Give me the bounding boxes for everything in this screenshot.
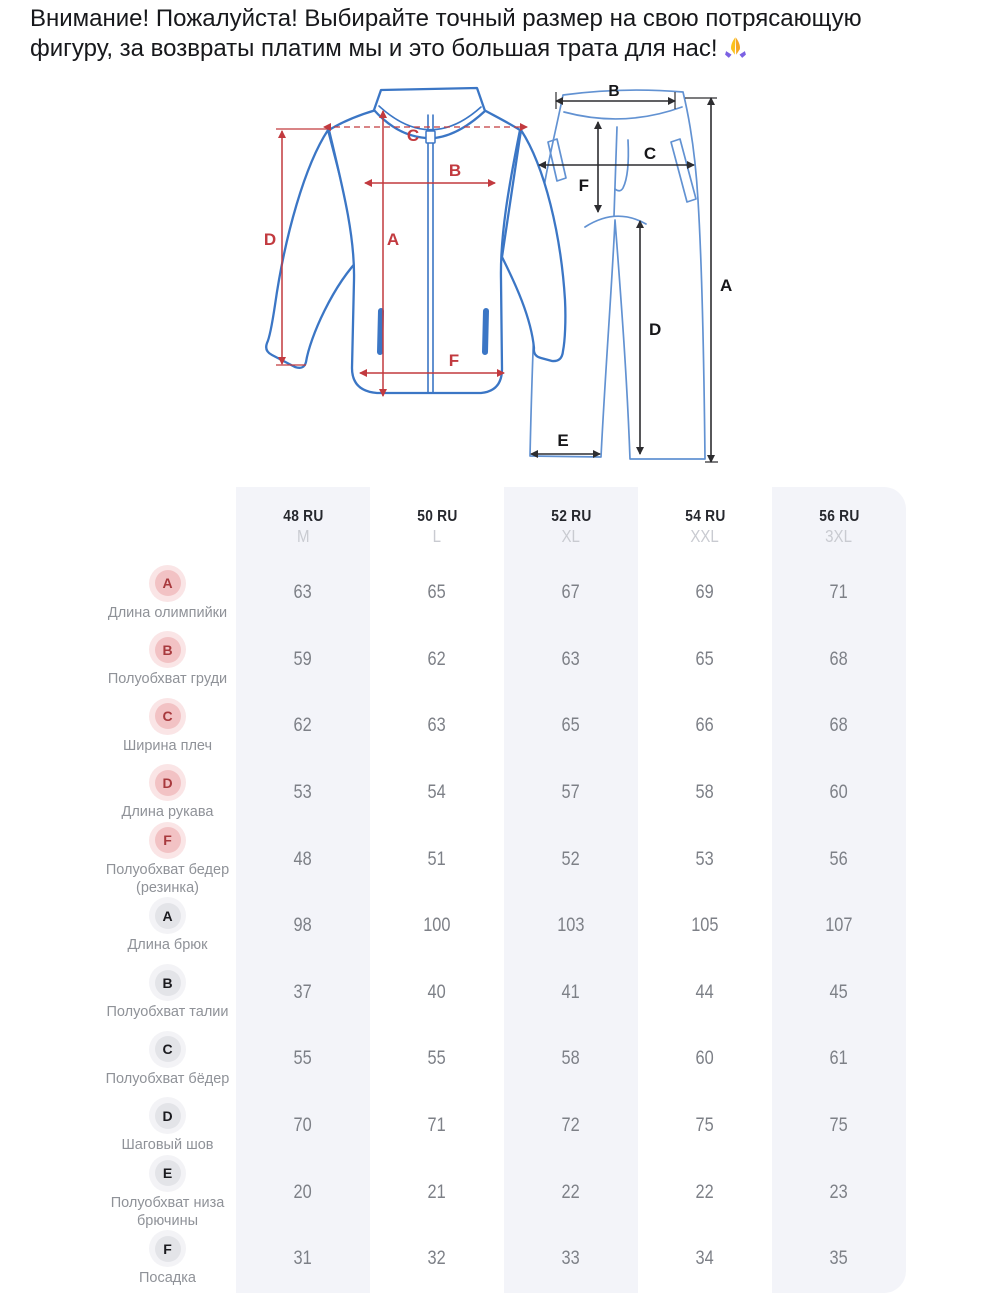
size-intl-label: 3XL — [825, 526, 853, 546]
measure-value: 53 — [695, 848, 715, 870]
table-corner-cell — [99, 487, 236, 560]
value-cell — [236, 693, 370, 760]
measure-letter: F — [163, 1240, 172, 1257]
value-cell — [370, 627, 504, 694]
column-header — [638, 487, 772, 560]
value-cell — [236, 826, 370, 893]
pants-measure-e-label: E — [557, 431, 569, 450]
value-cell — [236, 1026, 370, 1093]
row-label-pants-c — [99, 1026, 236, 1093]
measure-value: 40 — [427, 981, 447, 1003]
value-cell — [236, 760, 370, 827]
value-cell — [638, 893, 772, 960]
value-cell — [504, 760, 638, 827]
value-cell — [370, 693, 504, 760]
value-cell — [504, 1159, 638, 1226]
measure-value: 67 — [561, 582, 581, 604]
column-header — [772, 487, 906, 560]
jacket-measure-c-label: C — [406, 126, 420, 145]
measure-value: 51 — [427, 848, 447, 870]
value-cell — [504, 693, 638, 760]
column-header — [370, 487, 504, 560]
jacket-right-pocket — [485, 311, 486, 352]
pants-measure-a-label: A — [720, 276, 733, 295]
measure-value: 63 — [293, 582, 313, 604]
measure-caption: Полуобхват низа брючины — [110, 1194, 225, 1230]
jacket-body — [329, 110, 520, 393]
measure-caption: Ширина плеч — [122, 737, 213, 754]
value-cell — [638, 627, 772, 694]
measure-value: 105 — [691, 915, 719, 937]
value-cell — [236, 560, 370, 627]
value-cell — [236, 627, 370, 694]
measure-value: 63 — [561, 648, 581, 670]
measure-value: 22 — [695, 1181, 715, 1203]
measure-value: 71 — [829, 582, 849, 604]
measure-letter: A — [162, 907, 173, 924]
measure-value: 58 — [561, 1048, 581, 1070]
row-label-jacket-b — [99, 627, 236, 694]
measure-caption: Длина брюк — [127, 937, 208, 954]
measure-value: 57 — [561, 782, 581, 804]
value-cell — [638, 1226, 772, 1293]
row-label-pants-f — [99, 1226, 236, 1293]
measure-badge — [149, 631, 186, 668]
measure-value: 31 — [293, 1248, 313, 1270]
measure-value: 35 — [829, 1248, 849, 1270]
row-label-jacket-f — [99, 826, 236, 897]
value-cell — [370, 560, 504, 627]
measure-value: 65 — [427, 582, 447, 604]
jacket-zipper-pull — [426, 131, 435, 143]
value-cell — [370, 760, 504, 827]
measure-badge — [149, 1155, 186, 1192]
measure-value: 44 — [695, 981, 715, 1003]
size-ru-label: 54 RU — [684, 508, 726, 525]
value-cell — [772, 760, 906, 827]
size-ru-label: 56 RU — [818, 508, 860, 525]
measure-letter: D — [162, 1107, 173, 1124]
warning-line-1: Внимание! Пожалуйста! Выбирайте точный размер на свою потрясающую — [30, 5, 862, 32]
measure-value: 22 — [561, 1181, 581, 1203]
size-table-grid — [99, 487, 906, 1293]
row-label-pants-e — [99, 1159, 236, 1230]
measure-value: 75 — [829, 1115, 849, 1137]
measure-caption: Длина олимпийки — [107, 604, 228, 621]
measure-value: 68 — [829, 648, 849, 670]
value-cell — [772, 1226, 906, 1293]
value-cell — [638, 560, 772, 627]
value-cell — [772, 1159, 906, 1226]
measure-value: 59 — [293, 648, 313, 670]
warning-text — [30, 4, 990, 68]
value-cell — [236, 1226, 370, 1293]
measure-value: 55 — [293, 1048, 313, 1070]
row-label-jacket-a — [99, 560, 236, 627]
value-cell — [772, 960, 906, 1027]
measure-letter: E — [162, 1165, 173, 1182]
value-cell — [504, 1093, 638, 1160]
row-label-jacket-c — [99, 693, 236, 760]
measure-value: 21 — [427, 1181, 447, 1203]
measure-value: 34 — [695, 1248, 715, 1270]
value-cell — [772, 893, 906, 960]
jacket-measure-b-label: B — [448, 161, 462, 180]
value-cell — [370, 960, 504, 1027]
measure-value: 100 — [423, 915, 451, 937]
measure-value: 54 — [427, 782, 447, 804]
measure-value: 33 — [561, 1248, 581, 1270]
pants-measure-d-label: D — [649, 320, 662, 339]
measure-caption: Полуобхват талии — [106, 1004, 229, 1021]
jacket-measure-d-label: D — [263, 230, 277, 249]
value-cell — [772, 693, 906, 760]
value-cell — [504, 560, 638, 627]
value-cell — [504, 1226, 638, 1293]
size-chart-diagram — [243, 79, 758, 485]
measure-value: 45 — [829, 981, 849, 1003]
size-intl-label: XXL — [690, 526, 720, 546]
row-label-pants-d — [99, 1093, 236, 1160]
measure-caption: Посадка — [139, 1270, 196, 1287]
value-cell — [638, 826, 772, 893]
measure-value: 98 — [293, 915, 313, 937]
column-header — [236, 487, 370, 560]
value-cell — [638, 1026, 772, 1093]
value-cell — [772, 1026, 906, 1093]
measure-letter: C — [162, 1041, 173, 1058]
measure-value: 65 — [695, 648, 715, 670]
pants-measure-b-label: B — [608, 83, 620, 100]
value-cell — [772, 826, 906, 893]
measure-value: 56 — [829, 848, 849, 870]
value-cell — [370, 1159, 504, 1226]
measure-value: 71 — [427, 1115, 447, 1137]
value-cell — [504, 960, 638, 1027]
measure-badge — [149, 1097, 186, 1134]
value-cell — [236, 1159, 370, 1226]
measure-value: 58 — [695, 782, 715, 804]
measure-caption: Шаговый шов — [121, 1137, 214, 1154]
warning-line-2: фигуру, за возвраты платим мы и это большая трата для нас! — [30, 34, 990, 68]
value-cell — [370, 826, 504, 893]
measure-value: 48 — [293, 848, 313, 870]
measure-badge — [149, 897, 186, 934]
measure-letter: D — [162, 774, 173, 791]
measure-value: 72 — [561, 1115, 581, 1137]
measure-value: 70 — [293, 1115, 313, 1137]
value-cell — [504, 1026, 638, 1093]
measure-badge — [149, 764, 186, 801]
value-cell — [236, 1093, 370, 1160]
jacket-measure-a-label: A — [386, 230, 400, 249]
value-cell — [772, 1093, 906, 1160]
value-cell — [638, 693, 772, 760]
measure-badge — [149, 698, 186, 735]
pants-measure-f-label: F — [578, 176, 589, 195]
measure-caption: Полуобхват бёдер — [105, 1070, 230, 1087]
size-intl-label: L — [432, 526, 442, 546]
measure-value: 62 — [427, 648, 447, 670]
pants-measure-c-label: C — [643, 144, 657, 163]
value-cell — [772, 627, 906, 694]
measure-value: 60 — [695, 1048, 715, 1070]
jacket-measure-f-label: F — [448, 351, 460, 370]
measure-caption: Полуобхват бедер (резинка) — [105, 861, 230, 897]
praying-hands-emoji — [723, 35, 748, 68]
measure-badge — [149, 565, 186, 602]
measure-value: 41 — [561, 981, 581, 1003]
measure-letter: C — [162, 708, 173, 725]
column-header — [504, 487, 638, 560]
measure-value: 103 — [557, 915, 585, 937]
measure-value: 62 — [293, 715, 313, 737]
measure-value: 32 — [427, 1248, 447, 1270]
row-label-jacket-d — [99, 760, 236, 827]
measure-value: 37 — [293, 981, 313, 1003]
size-intl-label: XL — [561, 526, 581, 546]
value-cell — [638, 1093, 772, 1160]
measure-value: 55 — [427, 1048, 447, 1070]
measure-badge — [149, 1031, 186, 1068]
size-intl-label: M — [296, 526, 310, 546]
measure-badge — [149, 822, 186, 859]
measure-value: 68 — [829, 715, 849, 737]
measure-value: 61 — [829, 1048, 849, 1070]
value-cell — [504, 627, 638, 694]
measure-badge — [149, 1230, 186, 1267]
measure-value: 53 — [293, 782, 313, 804]
value-cell — [236, 893, 370, 960]
value-cell — [504, 893, 638, 960]
measure-value: 20 — [293, 1181, 313, 1203]
jacket-left-pocket — [380, 311, 381, 352]
value-cell — [638, 960, 772, 1027]
size-ru-label: 48 RU — [282, 508, 324, 525]
size-table — [99, 487, 906, 1293]
measure-value: 63 — [427, 715, 447, 737]
measure-letter: B — [162, 974, 173, 991]
measure-value: 52 — [561, 848, 581, 870]
size-ru-label: 52 RU — [550, 508, 592, 525]
measure-value: 65 — [561, 715, 581, 737]
measure-badge — [149, 964, 186, 1001]
measure-value: 107 — [825, 915, 853, 937]
row-label-pants-a — [99, 893, 236, 960]
measure-value: 75 — [695, 1115, 715, 1137]
measure-value: 69 — [695, 582, 715, 604]
measure-value: 60 — [829, 782, 849, 804]
value-cell — [236, 960, 370, 1027]
size-ru-label: 50 RU — [416, 508, 458, 525]
measure-value: 66 — [695, 715, 715, 737]
row-label-pants-b — [99, 960, 236, 1027]
measure-caption: Полуобхват груди — [107, 671, 228, 688]
value-cell — [638, 760, 772, 827]
measure-value: 23 — [829, 1181, 849, 1203]
measure-letter: B — [162, 641, 173, 658]
measure-caption: Длина рукава — [121, 804, 214, 821]
value-cell — [370, 1093, 504, 1160]
value-cell — [638, 1159, 772, 1226]
value-cell — [370, 893, 504, 960]
measure-letter: F — [163, 832, 172, 849]
value-cell — [370, 1026, 504, 1093]
value-cell — [772, 560, 906, 627]
value-cell — [504, 826, 638, 893]
value-cell — [370, 1226, 504, 1293]
measure-letter: A — [162, 575, 173, 592]
